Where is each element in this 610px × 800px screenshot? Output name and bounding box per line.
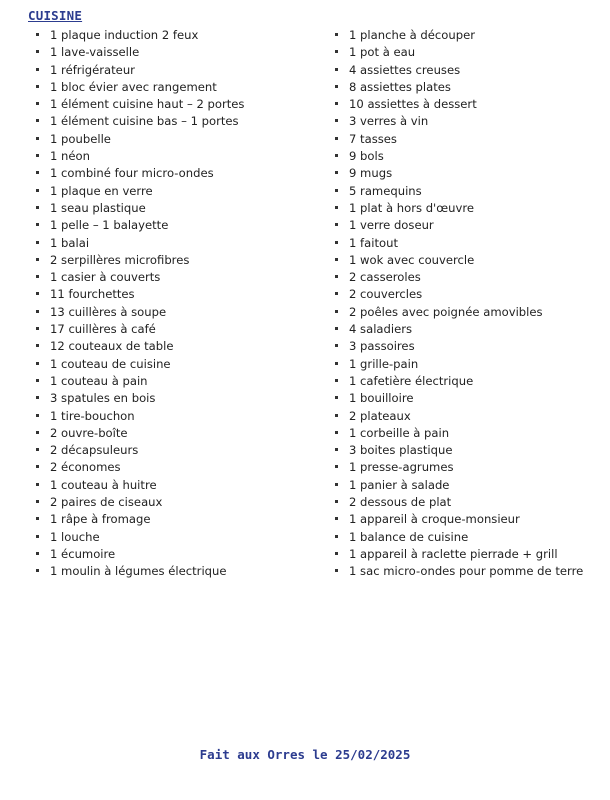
bullet-icon <box>335 396 338 399</box>
list-item-label: 1 corbeille à pain <box>349 425 450 440</box>
list-item <box>319 27 590 44</box>
page-title: CUISINE <box>28 8 83 23</box>
list-item-label: 1 bouilloire <box>349 391 414 406</box>
list-item-label: 1 seau plastique <box>50 200 146 215</box>
list-item-label: 3 passoires <box>349 339 415 354</box>
bullet-icon <box>335 68 338 71</box>
bullet-icon <box>36 275 39 278</box>
two-column-layout <box>20 27 590 581</box>
list-item <box>319 183 590 200</box>
list-item-label: 2 économes <box>50 460 121 475</box>
list-item <box>319 235 590 252</box>
bullet-icon <box>36 154 39 157</box>
list-item-label: 1 wok avec couvercle <box>349 252 475 267</box>
list-item-label: 2 poêles avec poignée amovibles <box>349 304 543 319</box>
bullet-icon <box>335 465 338 468</box>
list-item <box>20 494 305 511</box>
list-item-label: 1 réfrigérateur <box>50 62 135 77</box>
bullet-icon <box>335 569 338 572</box>
list-item <box>319 96 590 113</box>
bullet-icon <box>36 517 39 520</box>
list-item <box>20 96 305 113</box>
list-item <box>319 286 590 303</box>
list-item <box>319 217 590 234</box>
list-item-label: 8 assiettes plates <box>349 79 451 94</box>
list-item-label: 2 couvercles <box>349 287 423 302</box>
list-item <box>20 425 305 442</box>
bullet-icon <box>36 223 39 226</box>
list-item-label: 1 moulin à légumes électrique <box>50 564 227 579</box>
bullet-icon <box>335 275 338 278</box>
list-item-label: 1 casier à couverts <box>50 270 161 285</box>
list-item <box>20 131 305 148</box>
bullet-icon <box>335 171 338 174</box>
bullet-icon <box>36 396 39 399</box>
bullet-icon <box>36 119 39 122</box>
list-item <box>20 304 305 321</box>
list-item <box>20 390 305 407</box>
list-item-label: 1 couteau à huitre <box>50 477 157 492</box>
bullet-icon <box>36 327 39 330</box>
list-item-label: 4 saladiers <box>349 322 413 337</box>
list-item-label: 1 balance de cuisine <box>349 529 469 544</box>
bullet-icon <box>36 362 39 365</box>
list-item-label: 1 écumoire <box>50 546 116 561</box>
list-item <box>319 269 590 286</box>
bullet-icon <box>36 431 39 434</box>
list-item-label: 1 couteau à pain <box>50 373 148 388</box>
bullet-icon <box>335 154 338 157</box>
list-item-label: 1 néon <box>50 149 90 164</box>
bullet-icon <box>36 414 39 417</box>
list-item-label: 1 planche à découper <box>349 28 475 42</box>
list-item <box>319 425 590 442</box>
list-item <box>20 477 305 494</box>
list-item-label: 9 bols <box>349 149 384 164</box>
list-item-label: 1 verre doseur <box>349 218 434 233</box>
bullet-icon <box>36 206 39 209</box>
list-item-label: 2 casseroles <box>349 270 421 285</box>
list-item <box>319 44 590 61</box>
bullet-icon <box>36 552 39 555</box>
list-item <box>20 563 305 580</box>
list-item-label: 3 verres à vin <box>349 114 429 129</box>
list-item <box>319 113 590 130</box>
list-item <box>20 408 305 425</box>
list-item <box>319 148 590 165</box>
bullet-icon <box>36 258 39 261</box>
list-item-label: 4 assiettes creuses <box>349 62 461 77</box>
list-item <box>20 113 305 130</box>
list-item-label: 2 plateaux <box>349 408 411 423</box>
list-item <box>20 79 305 96</box>
bullet-icon <box>36 85 39 88</box>
bullet-icon <box>36 500 39 503</box>
list-item <box>319 373 590 390</box>
list-item-label: 2 serpillères microfibres <box>50 252 190 267</box>
bullet-icon <box>36 102 39 105</box>
list-item <box>319 390 590 407</box>
list-item-label: 1 appareil à croque-monsieur <box>349 512 520 527</box>
bullet-icon <box>36 50 39 53</box>
list-item-label: 17 cuillères à café <box>50 322 156 337</box>
list-item-label: 1 élément cuisine bas – 1 portes <box>50 114 239 129</box>
list-item-label: 1 plaque induction 2 feux <box>50 28 199 42</box>
list-item <box>319 511 590 528</box>
list-item-label: 7 tasses <box>349 131 397 146</box>
bullet-icon <box>36 344 39 347</box>
bullet-icon <box>335 327 338 330</box>
list-item <box>319 131 590 148</box>
list-item-label: 1 louche <box>50 529 100 544</box>
bullet-icon <box>36 137 39 140</box>
list-item <box>20 27 305 44</box>
bullet-icon <box>335 414 338 417</box>
list-item <box>319 252 590 269</box>
bullet-icon <box>335 362 338 365</box>
list-item <box>20 148 305 165</box>
list-item <box>319 79 590 96</box>
list-item <box>20 442 305 459</box>
bullet-icon <box>335 310 338 313</box>
list-item-label: 2 dessous de plat <box>349 495 452 510</box>
list-item <box>319 459 590 476</box>
bullet-icon <box>335 33 338 36</box>
bullet-icon <box>335 258 338 261</box>
bullet-icon <box>36 171 39 174</box>
bullet-icon <box>335 379 338 382</box>
list-item-label: 1 pot à eau <box>349 45 416 60</box>
list-item-label: 1 sac micro-ondes pour pomme de terre <box>349 564 584 579</box>
bullet-icon <box>36 68 39 71</box>
bullet-icon <box>36 241 39 244</box>
bullet-icon <box>36 379 39 382</box>
list-item-label: 1 presse-agrumes <box>349 460 454 475</box>
list-item <box>20 511 305 528</box>
list-item-label: 1 couteau de cuisine <box>50 356 171 371</box>
list-item-label: 1 cafetière électrique <box>349 373 474 388</box>
list-item-label: 1 lave-vaisselle <box>50 45 140 60</box>
list-item <box>20 62 305 79</box>
list-item-label: 1 panier à salade <box>349 477 450 492</box>
list-item <box>319 356 590 373</box>
bullet-icon <box>335 344 338 347</box>
list-item-label: 10 assiettes à dessert <box>349 97 477 112</box>
list-item-label: 1 plaque en verre <box>50 183 153 198</box>
list-item-label: 9 mugs <box>349 166 393 181</box>
list-item-label: 1 râpe à fromage <box>50 512 151 527</box>
list-item-label: 1 poubelle <box>50 131 111 146</box>
list-item-label: 3 boites plastique <box>349 443 453 458</box>
list-item <box>20 321 305 338</box>
list-item-label: 13 cuillères à soupe <box>50 304 167 319</box>
bullet-icon <box>335 448 338 451</box>
bullet-icon <box>335 552 338 555</box>
bullet-icon <box>335 206 338 209</box>
bullet-icon <box>36 189 39 192</box>
list-item <box>319 408 590 425</box>
list-item <box>319 442 590 459</box>
bullet-icon <box>335 119 338 122</box>
bullet-icon <box>335 102 338 105</box>
list-item <box>319 62 590 79</box>
document-footer: Fait aux Orres le 25/02/2025 <box>199 747 411 762</box>
list-item <box>20 373 305 390</box>
list-item <box>319 321 590 338</box>
list-item <box>20 459 305 476</box>
list-item <box>20 165 305 182</box>
bullet-icon <box>335 189 338 192</box>
list-item <box>20 235 305 252</box>
list-item <box>20 338 305 355</box>
list-item <box>20 546 305 563</box>
list-item <box>319 338 590 355</box>
bullet-icon <box>36 310 39 313</box>
list-item-label: 1 plat à hors d'œuvre <box>349 200 474 215</box>
bullet-icon <box>335 431 338 434</box>
list-item <box>319 529 590 546</box>
left-column <box>20 27 305 581</box>
bullet-icon <box>335 241 338 244</box>
bullet-icon <box>36 448 39 451</box>
bullet-icon <box>36 569 39 572</box>
list-item-label: 3 spatules en bois <box>50 391 156 406</box>
list-item-label: 1 pelle – 1 balayette <box>50 218 169 233</box>
list-item <box>20 529 305 546</box>
list-item <box>20 269 305 286</box>
bullet-icon <box>36 33 39 36</box>
list-item <box>319 477 590 494</box>
list-item <box>20 356 305 373</box>
kitchen-inventory-list-left <box>20 27 305 581</box>
bullet-icon <box>36 465 39 468</box>
list-item <box>319 304 590 321</box>
bullet-icon <box>335 137 338 140</box>
list-item-label: 1 grille-pain <box>349 356 419 371</box>
list-item-label: 2 décapsuleurs <box>50 443 139 458</box>
list-item-label: 11 fourchettes <box>50 287 135 302</box>
right-column <box>305 27 590 581</box>
list-item <box>20 252 305 269</box>
list-item <box>319 494 590 511</box>
bullet-icon <box>335 517 338 520</box>
kitchen-inventory-list-right <box>319 27 590 581</box>
bullet-icon <box>335 483 338 486</box>
list-item <box>319 563 590 580</box>
list-item-label: 1 bloc évier avec rangement <box>50 79 217 94</box>
list-item <box>319 165 590 182</box>
list-item <box>20 183 305 200</box>
list-item-label: 1 combiné four micro-ondes <box>50 166 214 181</box>
list-item-label: 2 ouvre-boîte <box>50 425 128 440</box>
list-item-label: 1 appareil à raclette pierrade + grill <box>349 546 558 561</box>
list-item <box>319 200 590 217</box>
bullet-icon <box>36 483 39 486</box>
list-item <box>20 217 305 234</box>
list-item-label: 5 ramequins <box>349 183 422 198</box>
list-item-label: 1 tire-bouchon <box>50 408 135 423</box>
bullet-icon <box>335 85 338 88</box>
bullet-icon <box>335 292 338 295</box>
list-item <box>20 44 305 61</box>
bullet-icon <box>335 500 338 503</box>
list-item-label: 1 élément cuisine haut – 2 portes <box>50 97 245 112</box>
list-item <box>319 546 590 563</box>
bullet-icon <box>335 50 338 53</box>
list-item <box>20 286 305 303</box>
list-item-label: 1 faitout <box>349 235 399 250</box>
bullet-icon <box>335 535 338 538</box>
list-item <box>20 200 305 217</box>
bullet-icon <box>36 292 39 295</box>
list-item-label: 12 couteaux de table <box>50 339 174 354</box>
list-item-label: 2 paires de ciseaux <box>50 495 163 510</box>
bullet-icon <box>36 535 39 538</box>
list-item-label: 1 balai <box>50 235 90 250</box>
bullet-icon <box>335 223 338 226</box>
